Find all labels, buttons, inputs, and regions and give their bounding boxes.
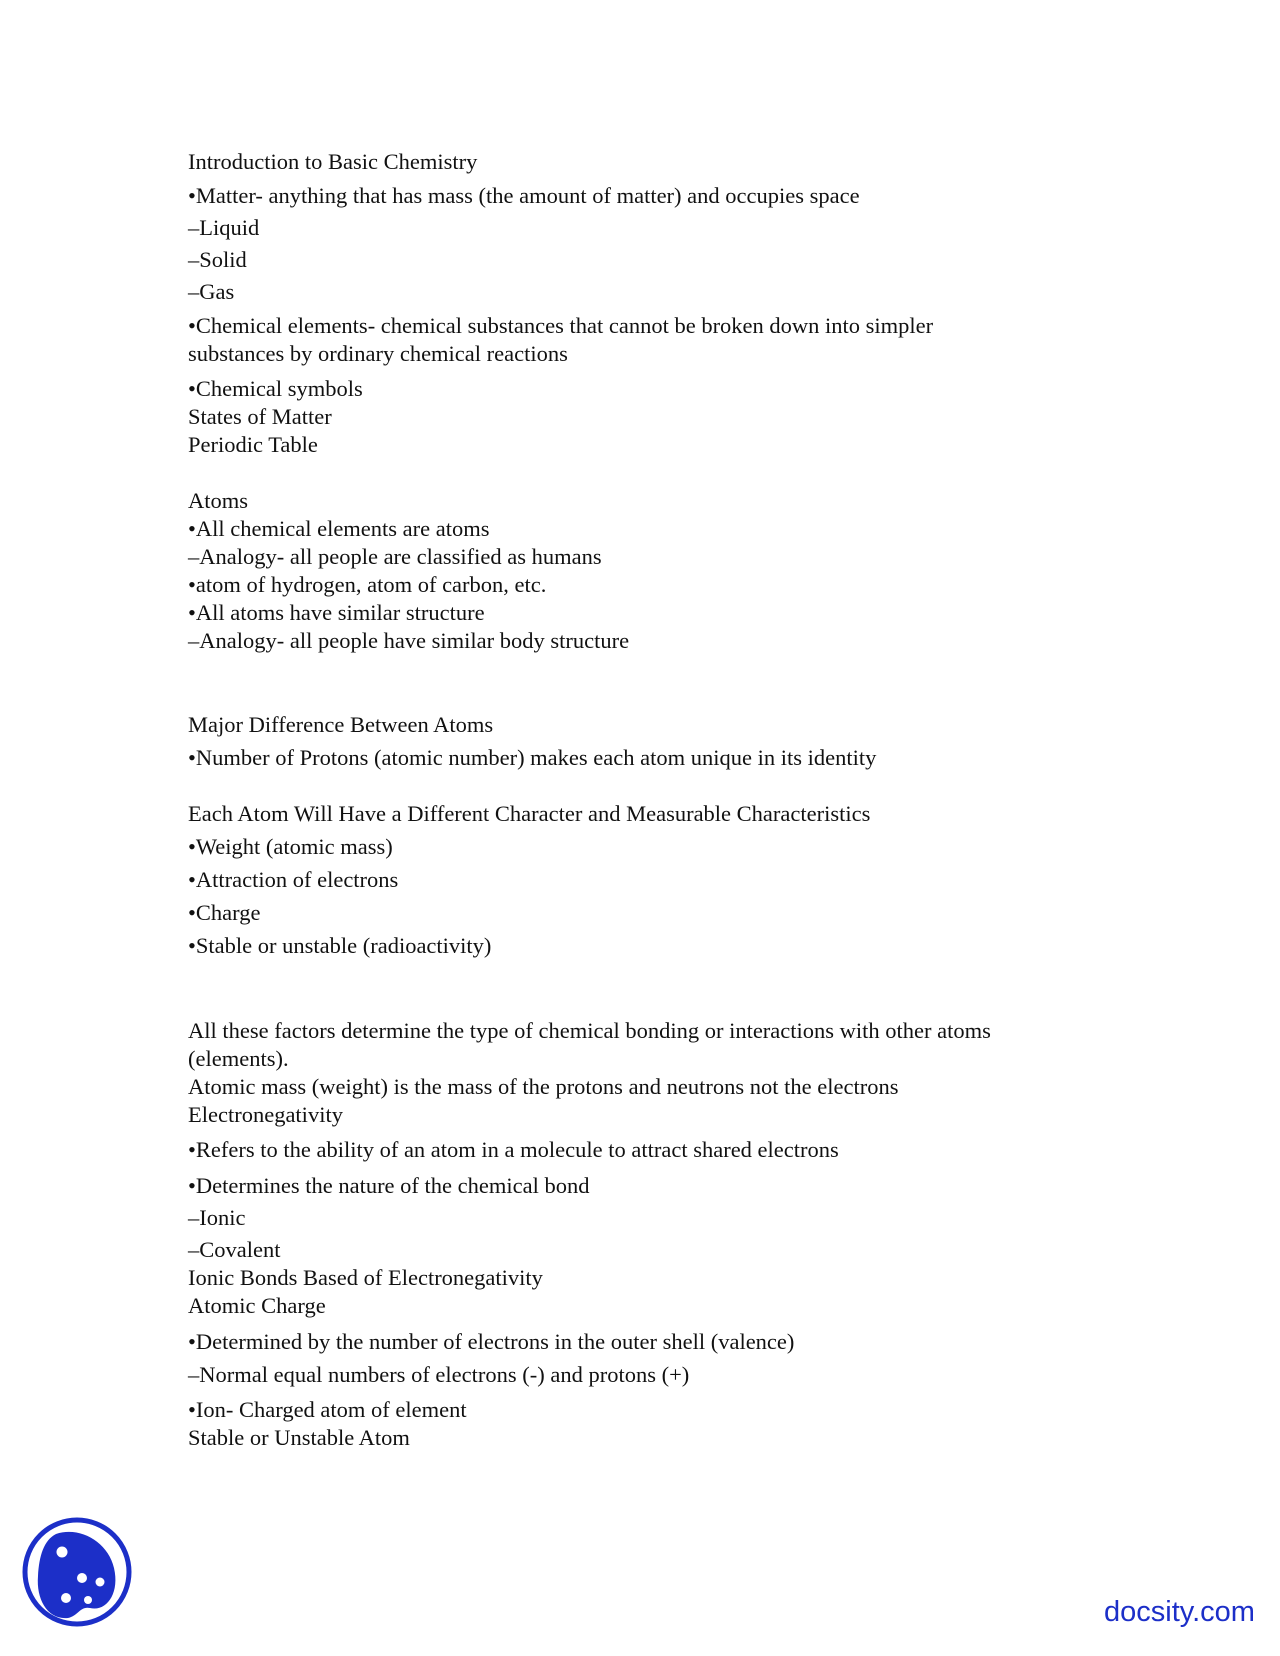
bullet-ion: •Ion- Charged atom of element	[188, 1397, 467, 1422]
subitem-liquid: –Liquid	[188, 215, 260, 240]
bullet-stable-unstable: •Stable or unstable (radioactivity)	[188, 933, 492, 958]
bullet-number-of-protons: •Number of Protons (atomic number) makes each atom unique in its identity	[188, 745, 877, 770]
bullet-weight: •Weight (atomic mass)	[188, 834, 393, 859]
section-title-introduction: Introduction to Basic Chemistry	[188, 149, 478, 174]
paragraph-factors: All these factors determine the type of chemical bonding or interactions with other atoms	[188, 1018, 991, 1043]
section-title-major-difference: Major Difference Between Atoms	[188, 712, 494, 737]
subitem-analogy-body: –Analogy- all people have similar body structure	[188, 628, 630, 653]
bullet-all-elements-atoms: •All chemical elements are atoms	[188, 516, 490, 541]
heading-electronegativity: Electronegativity	[188, 1102, 343, 1127]
subitem-ionic: –Ionic	[188, 1205, 246, 1230]
heading-periodic-table: Periodic Table	[188, 432, 318, 457]
bullet-chemical-symbols: •Chemical symbols	[188, 376, 363, 401]
bullet-attraction: •Attraction of electrons	[188, 867, 399, 892]
bullet-refers-ability: •Refers to the ability of an atom in a molecule to attract shared electrons	[188, 1137, 839, 1162]
heading-atomic-charge: Atomic Charge	[188, 1293, 326, 1318]
bullet-chemical-elements-cont: substances by ordinary chemical reactions	[188, 341, 568, 366]
docsity-watermark-link[interactable]: docsity.com	[1104, 1596, 1255, 1628]
heading-states-of-matter: States of Matter	[188, 404, 332, 429]
paragraph-atomic-mass: Atomic mass (weight) is the mass of the protons and neutrons not the electrons	[188, 1074, 899, 1099]
subitem-solid: –Solid	[188, 247, 247, 272]
heading-ionic-bonds: Ionic Bonds Based of Electronegativity	[188, 1265, 543, 1290]
bullet-determined-valence: •Determined by the number of electrons in the outer shell (valence)	[188, 1329, 795, 1354]
docsity-logo-icon[interactable]	[22, 1516, 132, 1628]
subitem-normal-equal: –Normal equal numbers of electrons (-) and protons (+)	[188, 1362, 690, 1387]
bullet-atom-examples: •atom of hydrogen, atom of carbon, etc.	[188, 572, 547, 597]
subitem-gas: –Gas	[188, 279, 235, 304]
bullet-chemical-elements: •Chemical elements- chemical substances that cannot be broken down into simpler	[188, 313, 934, 338]
section-title-characteristics: Each Atom Will Have a Different Character and Measurable Characteristics	[188, 801, 871, 826]
paragraph-factors-cont: (elements).	[188, 1046, 289, 1071]
heading-stable-unstable-atom: Stable or Unstable Atom	[188, 1425, 410, 1450]
subitem-analogy-humans: –Analogy- all people are classified as humans	[188, 544, 602, 569]
bullet-charge: •Charge	[188, 900, 261, 925]
section-title-atoms: Atoms	[188, 488, 249, 513]
subitem-covalent: –Covalent	[188, 1237, 281, 1262]
bullet-matter: •Matter- anything that has mass (the amount of matter) and occupies space	[188, 183, 860, 208]
bullet-similar-structure: •All atoms have similar structure	[188, 600, 485, 625]
bullet-determines-bond: •Determines the nature of the chemical bond	[188, 1173, 590, 1198]
